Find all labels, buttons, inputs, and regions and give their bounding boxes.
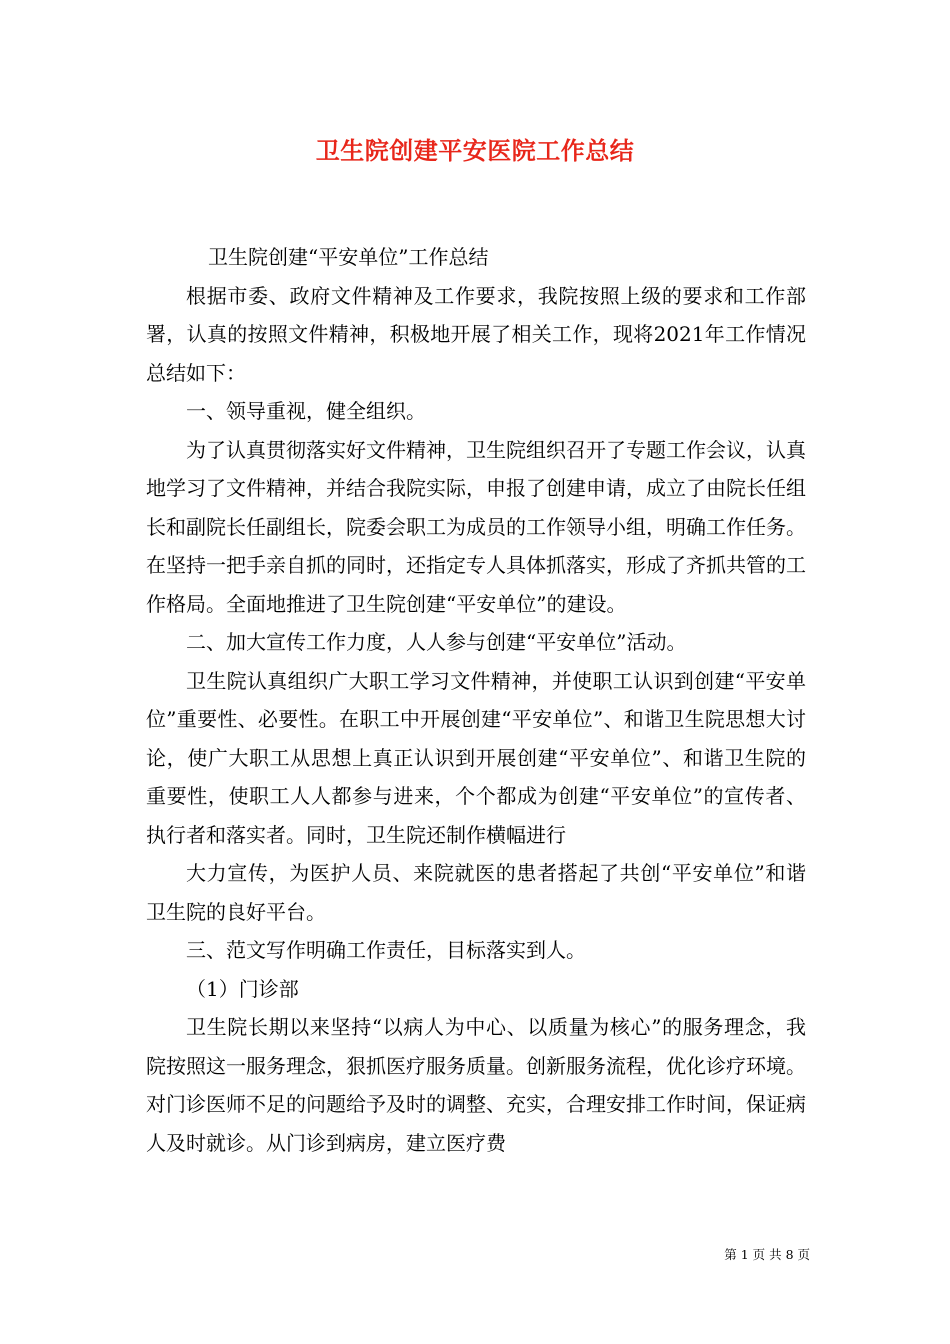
- page-number: 第 1 页 共 8 页: [724, 1247, 810, 1262]
- document-title: 卫生院创建平安医院工作总结: [315, 137, 635, 165]
- paragraph-intro: 根据市委、政府文件精神及工作要求，我院按照上级的要求和工作部署，认真的按照文件精神，积极地开展了相关工作，现将2021年工作情况总结如下：: [146, 283, 806, 385]
- section-subtitle: 卫生院创建“平安单位”工作总结: [208, 245, 489, 269]
- subsection-heading-outpatient: （1）门诊部: [186, 976, 299, 1001]
- paragraph-publicity-cont: 大力宣传，为医护人员、来院就医的患者搭起了共创“平安单位”和谐卫生院的良好平台。: [146, 861, 806, 924]
- paragraph-publicity: 卫生院认真组织广大职工学习文件精神，并使职工认识到创建“平安单位”重要性、必要性。在职工中开展创建“平安单位”、和谐卫生院思想大讨论，使广大职工从思想上真正认识到开展创建“平安单位”、和谐卫生院的重要性，使职工人人都参与进来，个个都成为创建“平安单位”的宣传者、执行者和落实者。同时，卫生院还制作横幅进行: [146, 668, 806, 847]
- paragraph-outpatient: 卫生院长期以来坚持“以病人为中心、以质量为核心”的服务理念，我院按照这一服务理念，狠抓医疗服务质量。创新服务流程，优化诊疗环境。对门诊医师不足的问题给予及时的调整、充实，合理安排工作时间，保证病人及时就诊。从门诊到病房，建立医疗费: [146, 1015, 806, 1155]
- section-heading-3: 三、范文写作明确工作责任，目标落实到人。: [186, 938, 586, 962]
- paragraph-leadership: 为了认真贯彻落实好文件精神，卫生院组织召开了专题工作会议，认真地学习了文件精神，并结合我院实际，申报了创建申请，成立了由院长任组长和副院长任副组长，院委会职工为成员的工作领导小组，明确工作任务。在坚持一把手亲自抓的同时，还指定专人具体抓落实，形成了齐抓共管的工作格局。全面地推进了卫生院创建“平安单位”的建设。: [146, 437, 806, 616]
- section-heading-2: 二、加大宣传工作力度，人人参与创建“平安单位”活动。: [186, 630, 687, 654]
- section-heading-1: 一、领导重视，健全组织。: [186, 399, 426, 423]
- document-body: [146, 238, 806, 1162]
